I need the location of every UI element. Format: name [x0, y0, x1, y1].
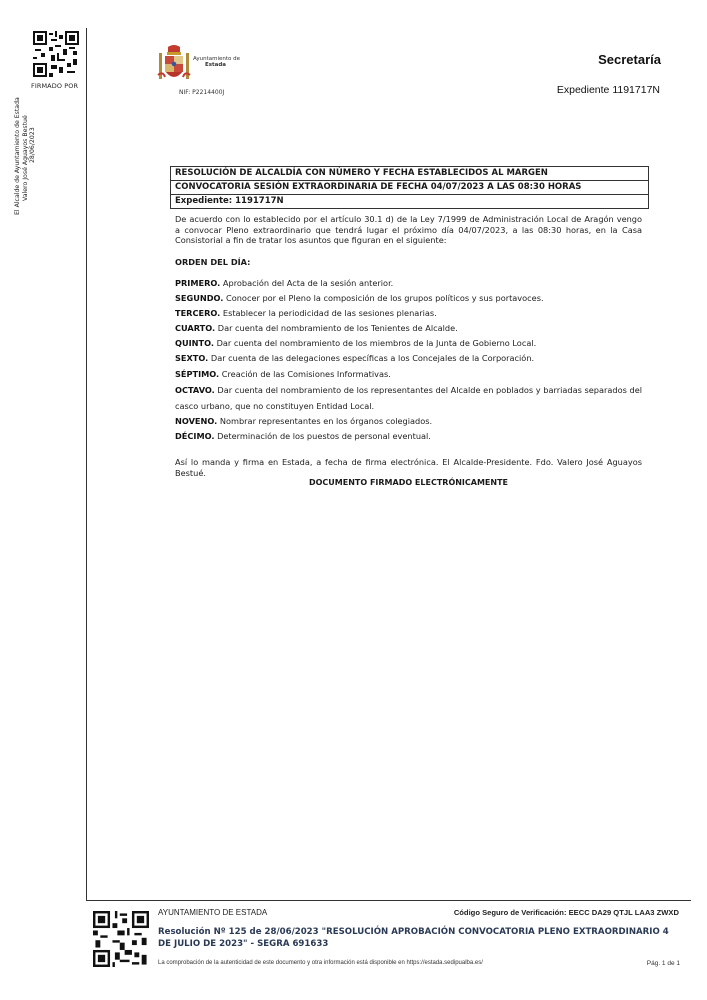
signer-line-1: El Alcalde de Ayuntamiento de Estada — [14, 97, 21, 215]
agenda-item: SEXTO. Dar cuenta de las delegaciones específicas a los Concejales de la Corporación. — [175, 353, 535, 363]
agenda-item: PRIMERO. Aprobación del Acta de la sesión anterior. — [175, 278, 394, 288]
authenticity-note: La comprobación de la autenticidad de este documento y otra información está disponible en https://estada.sedipualba.es/ — [158, 960, 483, 966]
signed-document-notice: DOCUMENTO FIRMADO ELECTRÓNICAMENTE — [308, 478, 509, 487]
logo-line-2: Estada — [205, 62, 227, 69]
coat-of-arms-icon — [157, 43, 191, 85]
page-number: Pág. 1 de 1 — [646, 960, 680, 967]
title-line-3: Expediente: 1191717N — [175, 196, 284, 206]
intro-paragraph: De acuerdo con lo establecido por el artículo 30.1 d) de la Ley 7/1999 de Administración Local de Aragón vengo a convocar Pleno extraordinario que tendrá lugar el próximo día 04/07/2023, a las 08:30 horas, en la Casa Consistorial a fin de tratar los asuntos que figuran en el siguiente: — [175, 214, 642, 246]
closing-paragraph: Así lo manda y firma en Estada, a fecha de firma electrónica. El Alcalde-Presidente. Fdo. Valero José Aguayos Bestué. — [175, 457, 642, 478]
agenda-item: SÉPTIMO. Creación de las Comisiones Informativas. — [175, 369, 391, 379]
logo-line-1: Ayuntamiento de — [193, 56, 241, 62]
signer-line-2: Valero José Aguayos Bestué — [21, 115, 29, 201]
agenda-item: CUARTO. Dar cuenta del nombramiento de los Tenientes de Alcalde. — [175, 323, 458, 333]
agenda-item: DÉCIMO. Determinación de los puestos de personal eventual. — [175, 431, 431, 441]
department-title: Secretaría — [598, 52, 661, 67]
title-line-1: RESOLUCIÓN DE ALCALDÍA CON NÚMERO Y FECHA ESTABLECIDOS AL MARGEN — [171, 167, 648, 181]
municipality-logo-text — [193, 56, 240, 68]
agenda-item: OCTAVO. Dar cuenta del nombramiento de los representantes del Alcalde en poblados y barriadas separados del casco urbano, que no constituyen Entidad Local. — [175, 385, 643, 411]
expediente-label: Expediente 1191717N — [556, 84, 660, 96]
qr-code-sidebar — [33, 31, 79, 77]
agenda-item: TERCERO. Establecer la periodicidad de las sesiones plenarias. — [175, 308, 437, 318]
signer-info — [14, 25, 37, 215]
nif-label: NIF: P2214400J — [179, 89, 225, 96]
agenda-item: SEGUNDO. Conocer por el Pleno la composición de los grupos políticos y sus portavoces. — [175, 293, 544, 303]
footer-divider — [86, 900, 691, 901]
title-line-2: CONVOCATORIA SESIÓN EXTRAORDINARIA DE FECHA 04/07/2023 A LAS 08:30 HORAS — [171, 181, 648, 195]
verification-code: Código Seguro de Verificación: EECC DA29 QTJL LAA3 ZWXD — [453, 908, 679, 917]
footer-organization: AYUNTAMIENTO DE ESTADA — [158, 908, 268, 917]
qr-code-footer — [93, 911, 149, 967]
agenda-item: NOVENO. Nombrar representantes en los órganos colegiados. — [175, 416, 433, 426]
firmado-por-label: FIRMADO POR — [31, 82, 79, 90]
orden-del-dia-title: ORDEN DEL DÍA: — [175, 257, 251, 267]
resolution-title-box — [170, 166, 649, 209]
agenda-item: QUINTO. Dar cuenta del nombramiento de los miembros de la Junta de Gobierno Local. — [175, 338, 537, 348]
footer-resolution-title: Resolución Nº 125 de 28/06/2023 "RESOLUCIÓN APROBACIÓN CONVOCATORIA PLENO EXTRAORDINARIO 4 DE JULIO DE 2023" - SEGRA 691633 — [158, 927, 669, 949]
left-border-line — [86, 28, 87, 900]
signer-date: 28/06/2023 — [29, 127, 37, 163]
